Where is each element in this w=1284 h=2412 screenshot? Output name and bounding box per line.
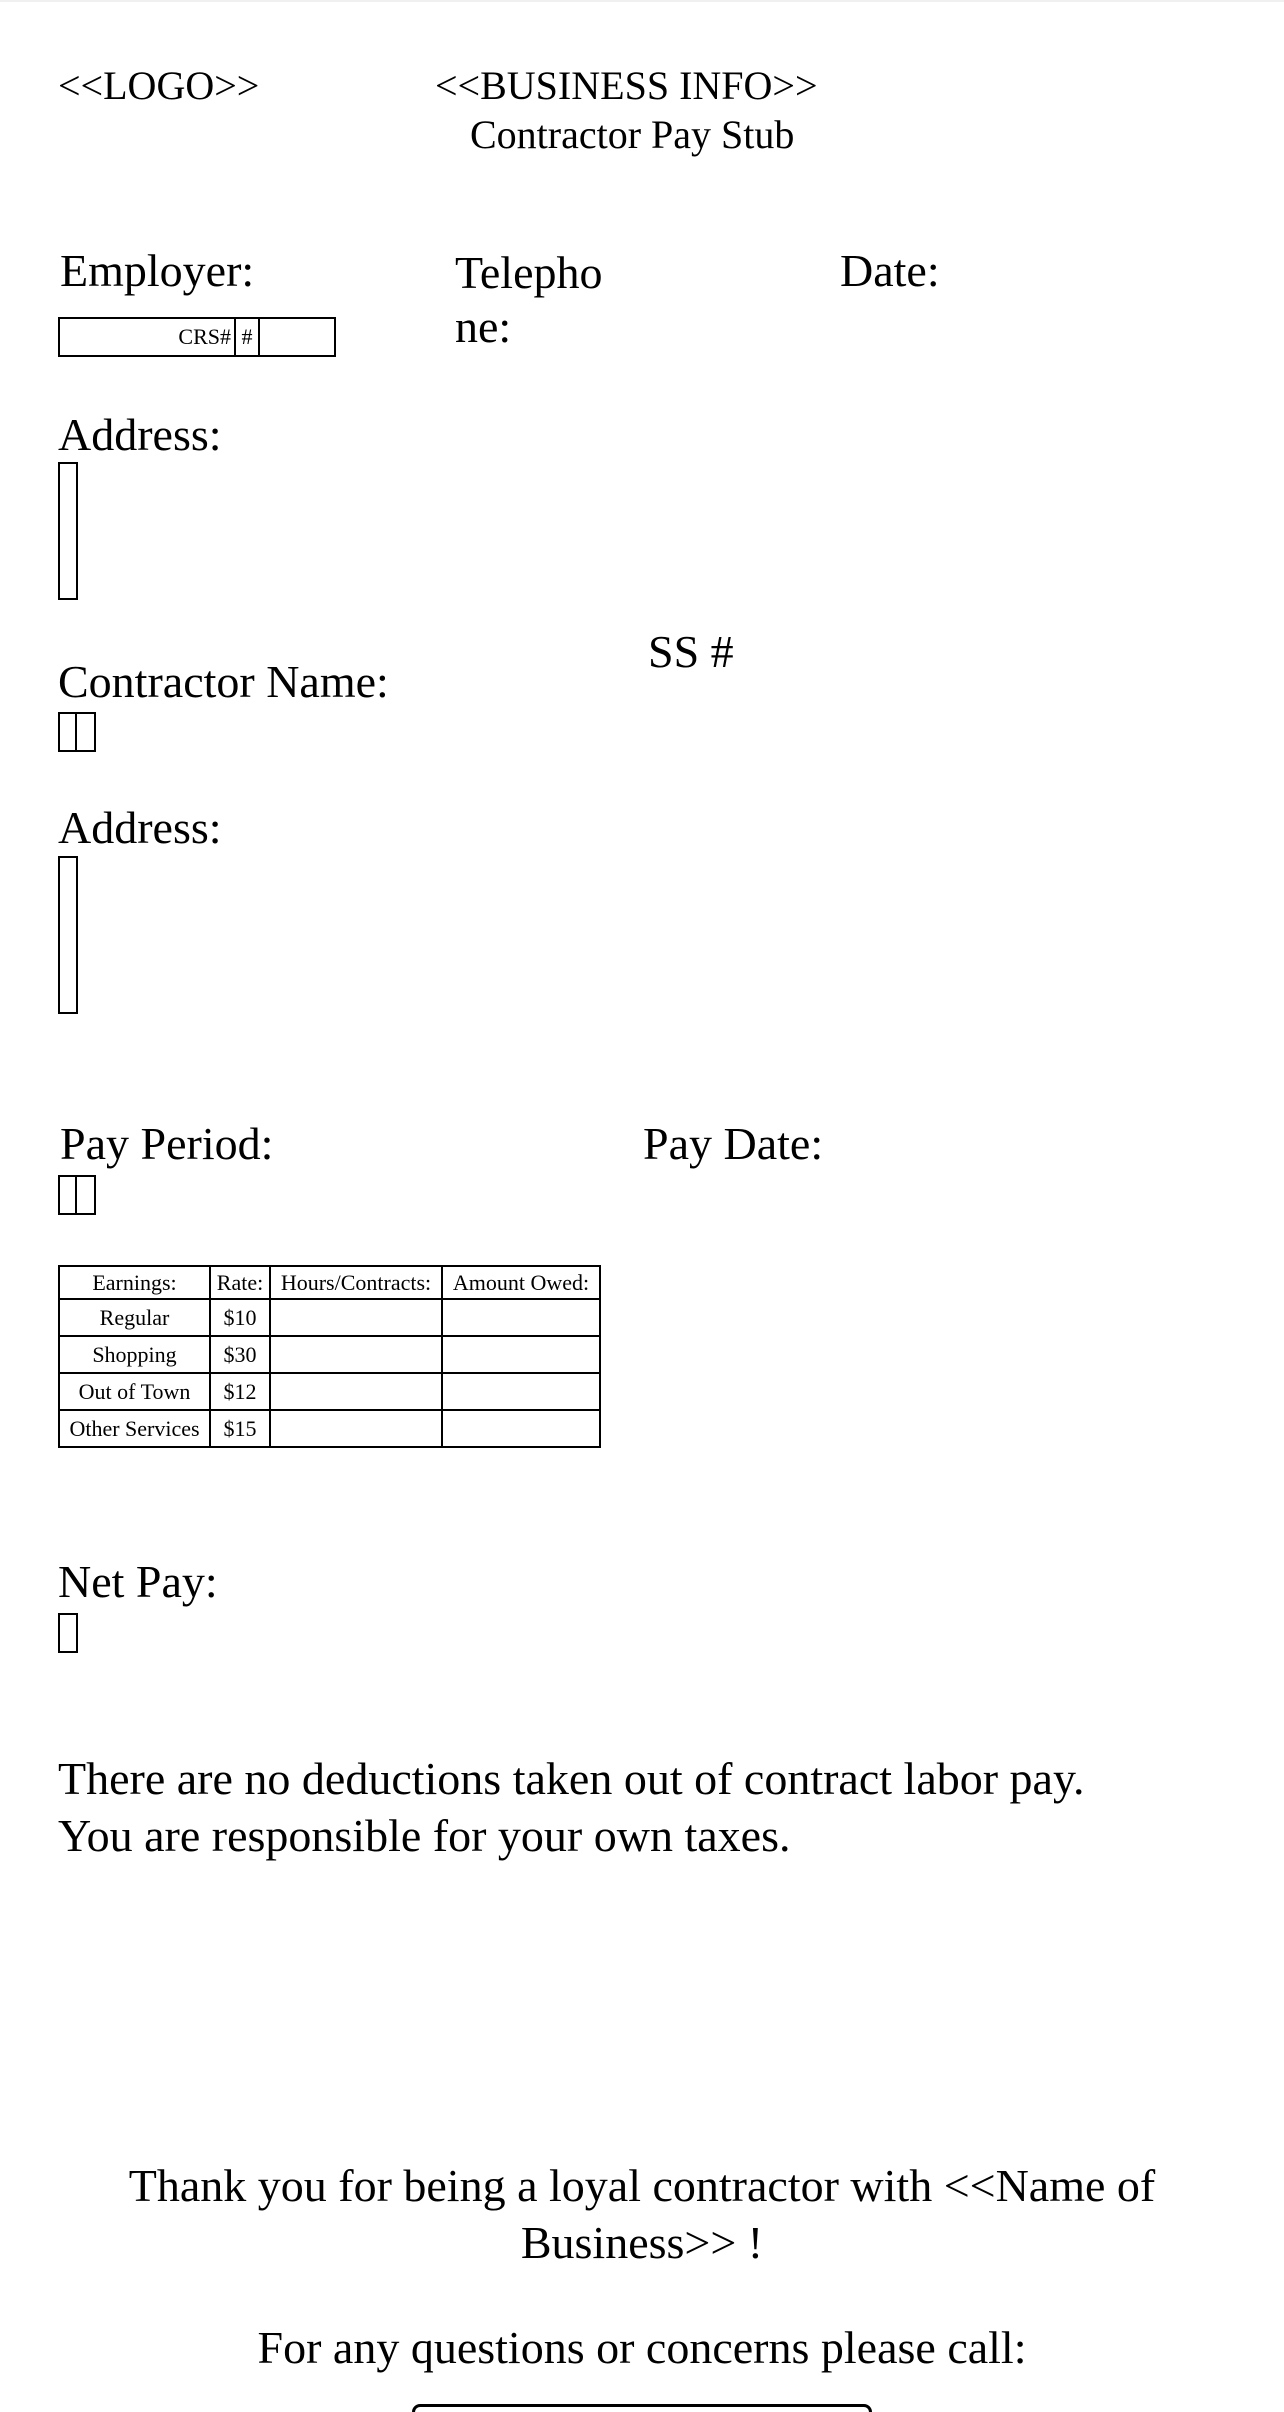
contractor-address-label: Address: bbox=[58, 802, 222, 853]
field-divider bbox=[75, 714, 77, 750]
pay-period-label: Pay Period: bbox=[60, 1118, 274, 1169]
contractor-address-field[interactable] bbox=[58, 856, 78, 1014]
notice-line: There are no deductions taken out of contract labor pay. bbox=[58, 1753, 1085, 1804]
hours-cell[interactable] bbox=[270, 1410, 442, 1447]
notice-line: You are responsible for your own taxes. bbox=[58, 1810, 791, 1861]
rate-cell: $10 bbox=[210, 1299, 270, 1336]
amount-cell[interactable] bbox=[442, 1410, 600, 1447]
amount-column-header: Amount Owed: bbox=[442, 1266, 600, 1299]
employer-address-field[interactable] bbox=[58, 462, 78, 600]
employer-address-label: Address: bbox=[58, 409, 222, 460]
employer-crs-field[interactable] bbox=[58, 317, 336, 357]
crs-number-input[interactable] bbox=[260, 319, 334, 355]
crs-label: CRS# bbox=[60, 319, 236, 355]
page-top-edge bbox=[0, 0, 1284, 2]
ss-number-label: SS # bbox=[648, 626, 734, 677]
rate-cell: $12 bbox=[210, 1373, 270, 1410]
thank-you-line: Business>> ! bbox=[520, 2217, 764, 2268]
hours-column-header: Hours/Contracts: bbox=[270, 1266, 442, 1299]
hours-cell[interactable] bbox=[270, 1336, 442, 1373]
employer-label: Employer: bbox=[60, 245, 255, 296]
field-divider bbox=[75, 1177, 77, 1213]
business-info-placeholder: <<BUSINESS INFO>> bbox=[435, 63, 818, 108]
rate-cell: $15 bbox=[210, 1410, 270, 1447]
hours-cell[interactable] bbox=[270, 1373, 442, 1410]
earnings-table bbox=[58, 1265, 601, 1448]
net-pay-label: Net Pay: bbox=[58, 1556, 218, 1607]
net-pay-field[interactable] bbox=[58, 1613, 78, 1653]
thank-you-line: Thank you for being a loyal contractor with <<Name of bbox=[128, 2160, 1156, 2211]
pay-date-label: Pay Date: bbox=[643, 1118, 824, 1169]
table-header-row bbox=[59, 1266, 600, 1299]
contact-prompt: For any questions or concerns please call: bbox=[257, 2322, 1027, 2373]
rate-column-header: Rate: bbox=[210, 1266, 270, 1299]
earning-type-cell: Other Services bbox=[59, 1410, 210, 1447]
pay-period-field[interactable] bbox=[58, 1175, 96, 1215]
table-row bbox=[59, 1410, 600, 1447]
contractor-name-label: Contractor Name: bbox=[58, 656, 389, 707]
logo-placeholder: <<LOGO>> bbox=[58, 63, 260, 108]
amount-cell[interactable] bbox=[442, 1299, 600, 1336]
contractor-name-field[interactable] bbox=[58, 712, 96, 752]
earning-type-cell: Regular bbox=[59, 1299, 210, 1336]
rate-cell: $30 bbox=[210, 1336, 270, 1373]
crs-number-label: # bbox=[236, 319, 260, 355]
earning-type-cell: Out of Town bbox=[59, 1373, 210, 1410]
thank-you-message bbox=[0, 2157, 1284, 2271]
earning-type-cell: Shopping bbox=[59, 1336, 210, 1373]
table-row bbox=[59, 1336, 600, 1373]
date-label: Date: bbox=[840, 245, 940, 296]
hours-cell[interactable] bbox=[270, 1299, 442, 1336]
earnings-column-header: Earnings: bbox=[59, 1266, 210, 1299]
table-row bbox=[59, 1299, 600, 1336]
deductions-notice bbox=[58, 1750, 1085, 1864]
phone-number-field[interactable] bbox=[412, 2404, 872, 2412]
amount-cell[interactable] bbox=[442, 1373, 600, 1410]
document-title: Contractor Pay Stub bbox=[470, 112, 795, 157]
amount-cell[interactable] bbox=[442, 1336, 600, 1373]
table-row bbox=[59, 1373, 600, 1410]
telephone-label: Telepho ne: bbox=[455, 247, 603, 352]
